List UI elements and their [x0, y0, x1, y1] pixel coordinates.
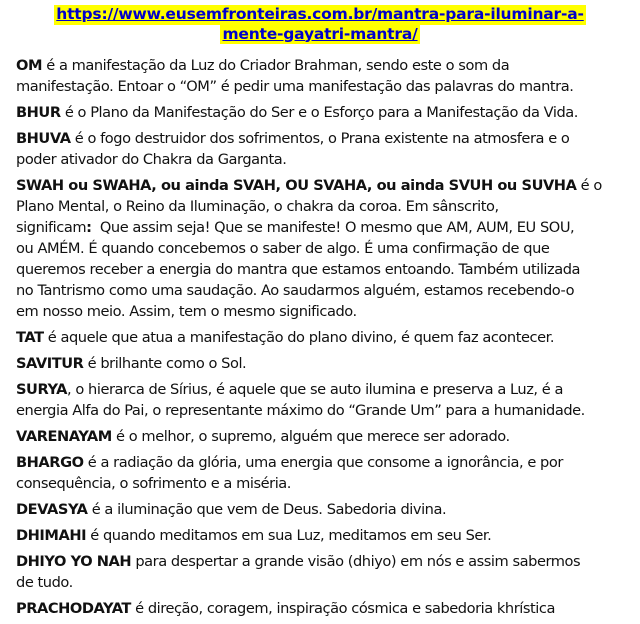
paragraph-prachodayat: [16, 598, 631, 619]
definition-text: significam: [16, 219, 87, 236]
definition-text: manifestação. Entoar o “OM” é pedir uma manifestação das palavras do mantra.: [16, 78, 574, 95]
definition-text: consequência, o sofrimento e a miséria.: [16, 475, 291, 492]
term-surya: SURYA: [16, 381, 68, 398]
definition-text: é direção, coragem, inspiração cósmica e sabedoria khrística: [130, 600, 555, 617]
term-om: OM: [16, 57, 43, 74]
definition-text: Que assim seja! Que se manifeste! O mesmo que AM, AUM, EU SOU,: [91, 219, 575, 236]
definition-text: em nosso meio. Assim, tem o mesmo significado.: [16, 303, 357, 320]
definition-text: energia Alfa do Pai, o representante máximo do “Grande Um” para a humanidade.: [16, 402, 585, 419]
definition-text: de tudo.: [16, 574, 73, 591]
definition-text: para despertar a grande visão (dhiyo) em nós e assim sabermos: [131, 553, 581, 570]
paragraph-varenayam: [16, 426, 631, 447]
paragraph-devasya: [16, 499, 631, 520]
definition-text: é quando meditamos em sua Luz, meditamos em seu Ser.: [86, 527, 492, 544]
bold-colon: :: [86, 219, 92, 236]
definition-text: é aquele que atua a manifestação do plano divino, é quem faz acontecer.: [43, 329, 555, 346]
definition-text: , o hierarca de Sírius, é aquele que se auto ilumina e preserva a Luz, é a: [67, 381, 564, 398]
term-bhur: BHUR: [16, 104, 61, 121]
term-tat: TAT: [16, 329, 44, 346]
paragraph-bhur: [16, 102, 631, 123]
term-bhargo: BHARGO: [16, 454, 84, 471]
term-devasya: DEVASYA: [16, 501, 88, 518]
source-link[interactable]: [0, 5, 640, 44]
source-link-line-1[interactable]: https://www.eusemfronteiras.com.br/mantra-para-iluminar-a-: [56, 5, 584, 23]
definition-text: é a manifestação da Luz do Criador Brahman, sendo este o som da: [42, 57, 510, 74]
term-savitur: SAVITUR: [16, 355, 84, 372]
definition-text: queremos receber a energia do mantra que estamos entoando. Também utilizada: [16, 261, 581, 278]
term-dhimahi: DHIMAHI: [16, 527, 87, 544]
paragraph-om: [16, 55, 631, 97]
definition-text: poder ativador do Chakra da Garganta.: [16, 151, 287, 168]
source-link-line-2[interactable]: mente-gayatri-mantra/: [222, 24, 418, 43]
mantra-glossary: [16, 55, 631, 624]
term-swah: SWAH ou SWAHA, ou ainda SVAH, OU SVAHA, ou ainda SVUH ou SUVHA: [16, 177, 577, 194]
definition-text: é a iluminação que vem de Deus. Sabedoria divina.: [87, 501, 447, 518]
term-dhiyo-yo-nah: DHIYO YO NAH: [16, 553, 132, 570]
term-bhuva: BHUVA: [16, 130, 71, 147]
term-varenayam: VARENAYAM: [16, 428, 112, 445]
paragraph-bhargo: [16, 452, 631, 494]
paragraph-tat: [16, 327, 631, 348]
paragraph-surya: [16, 379, 631, 421]
definition-text: é o fogo destruidor dos sofrimentos, o Prana existente na atmosfera e o: [70, 130, 570, 147]
definition-text: é o: [576, 177, 602, 194]
definition-text: Plano Mental, o Reino da Iluminação, o chakra da coroa. Em sânscrito,: [16, 198, 499, 215]
definition-text: é o Plano da Manifestação do Ser e o Esforço para a Manifestação da Vida.: [60, 104, 578, 121]
paragraph-dhimahi: [16, 525, 631, 546]
definition-text: é a radiação da glória, uma energia que consome a ignorância, e por: [83, 454, 563, 471]
definition-text: é o melhor, o supremo, alguém que merece ser adorado.: [111, 428, 510, 445]
paragraph-bhuva: [16, 128, 631, 170]
paragraph-savitur: [16, 353, 631, 374]
paragraph-swah: [16, 175, 631, 322]
term-prachodayat: PRACHODAYAT: [16, 600, 131, 617]
definition-text: é brilhante como o Sol.: [83, 355, 247, 372]
definition-text: no Tantrismo como uma saudação. Ao saudarmos alguém, estamos recebendo-o: [16, 282, 575, 299]
paragraph-dhiyo-yo-nah: [16, 551, 631, 593]
definition-text: ou AMÉM. É quando concebemos o saber de algo. É uma confirmação de que: [16, 240, 550, 257]
